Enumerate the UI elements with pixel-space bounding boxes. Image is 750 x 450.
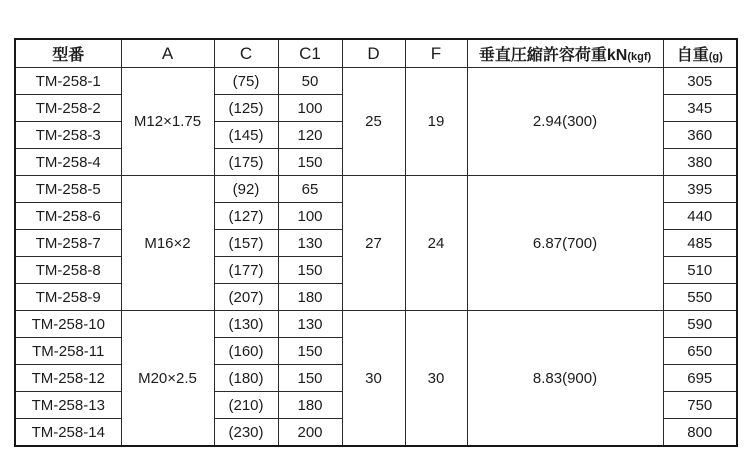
model-cell: TM-258-12 xyxy=(15,365,121,392)
load-cell: 6.87(700) xyxy=(467,176,663,311)
d-cell: 30 xyxy=(342,311,405,447)
f-cell: 19 xyxy=(405,68,467,176)
header-f: F xyxy=(405,39,467,68)
c1-cell: 180 xyxy=(278,392,342,419)
c1-cell: 200 xyxy=(278,419,342,447)
weight-cell: 590 xyxy=(663,311,737,338)
c1-cell: 100 xyxy=(278,203,342,230)
weight-cell: 345 xyxy=(663,95,737,122)
c-cell: (180) xyxy=(214,365,278,392)
header-row xyxy=(15,39,737,68)
load-cell: 2.94(300) xyxy=(467,68,663,176)
c1-cell: 180 xyxy=(278,284,342,311)
c1-cell: 150 xyxy=(278,365,342,392)
weight-cell: 305 xyxy=(663,68,737,95)
c-cell: (160) xyxy=(214,338,278,365)
load-cell: 8.83(900) xyxy=(467,311,663,447)
thread-spec-cell: M20×2.5 xyxy=(121,311,214,447)
model-cell: TM-258-2 xyxy=(15,95,121,122)
weight-cell: 550 xyxy=(663,284,737,311)
f-cell: 30 xyxy=(405,311,467,447)
c1-cell: 65 xyxy=(278,176,342,203)
c-cell: (210) xyxy=(214,392,278,419)
c1-cell: 100 xyxy=(278,95,342,122)
c-cell: (130) xyxy=(214,311,278,338)
table-row xyxy=(15,311,737,338)
header-load-label: 垂直圧縮許容荷重kN xyxy=(478,47,628,64)
c-cell: (75) xyxy=(214,68,278,95)
header-a: A xyxy=(121,39,214,68)
model-cell: TM-258-4 xyxy=(15,149,121,176)
c1-cell: 120 xyxy=(278,122,342,149)
header-d: D xyxy=(342,39,405,68)
c1-cell: 150 xyxy=(278,338,342,365)
c-cell: (230) xyxy=(214,419,278,447)
header-weight-label: 自重 xyxy=(676,47,709,64)
weight-cell: 750 xyxy=(663,392,737,419)
table-row xyxy=(15,176,737,203)
model-cell: TM-258-13 xyxy=(15,392,121,419)
c1-cell: 150 xyxy=(278,149,342,176)
weight-cell: 650 xyxy=(663,338,737,365)
table-row xyxy=(15,68,737,95)
c-cell: (177) xyxy=(214,257,278,284)
model-cell: TM-258-9 xyxy=(15,284,121,311)
c1-cell: 150 xyxy=(278,257,342,284)
c-cell: (175) xyxy=(214,149,278,176)
model-cell: TM-258-6 xyxy=(15,203,121,230)
c-cell: (125) xyxy=(214,95,278,122)
header-weight-unit: (g) xyxy=(708,51,723,63)
c-cell: (145) xyxy=(214,122,278,149)
weight-cell: 800 xyxy=(663,419,737,447)
weight-cell: 380 xyxy=(663,149,737,176)
model-cell: TM-258-1 xyxy=(15,68,121,95)
weight-cell: 395 xyxy=(663,176,737,203)
c-cell: (127) xyxy=(214,203,278,230)
header-model: 型番 xyxy=(15,39,121,68)
f-cell: 24 xyxy=(405,176,467,311)
model-cell: TM-258-11 xyxy=(15,338,121,365)
model-cell: TM-258-7 xyxy=(15,230,121,257)
c1-cell: 50 xyxy=(278,68,342,95)
model-cell: TM-258-14 xyxy=(15,419,121,447)
header-c: C xyxy=(214,39,278,68)
weight-cell: 510 xyxy=(663,257,737,284)
c1-cell: 130 xyxy=(278,230,342,257)
model-cell: TM-258-8 xyxy=(15,257,121,284)
d-cell: 27 xyxy=(342,176,405,311)
weight-cell: 440 xyxy=(663,203,737,230)
c-cell: (157) xyxy=(214,230,278,257)
d-cell: 25 xyxy=(342,68,405,176)
header-c1: C1 xyxy=(278,39,342,68)
model-cell: TM-258-10 xyxy=(15,311,121,338)
c-cell: (207) xyxy=(214,284,278,311)
header-weight xyxy=(663,39,737,68)
header-load xyxy=(467,39,663,68)
weight-cell: 695 xyxy=(663,365,737,392)
weight-cell: 485 xyxy=(663,230,737,257)
spec-table xyxy=(14,38,738,447)
c-cell: (92) xyxy=(214,176,278,203)
header-load-unit: (kgf) xyxy=(627,51,652,63)
thread-spec-cell: M16×2 xyxy=(121,176,214,311)
c1-cell: 130 xyxy=(278,311,342,338)
weight-cell: 360 xyxy=(663,122,737,149)
model-cell: TM-258-3 xyxy=(15,122,121,149)
thread-spec-cell: M12×1.75 xyxy=(121,68,214,176)
model-cell: TM-258-5 xyxy=(15,176,121,203)
